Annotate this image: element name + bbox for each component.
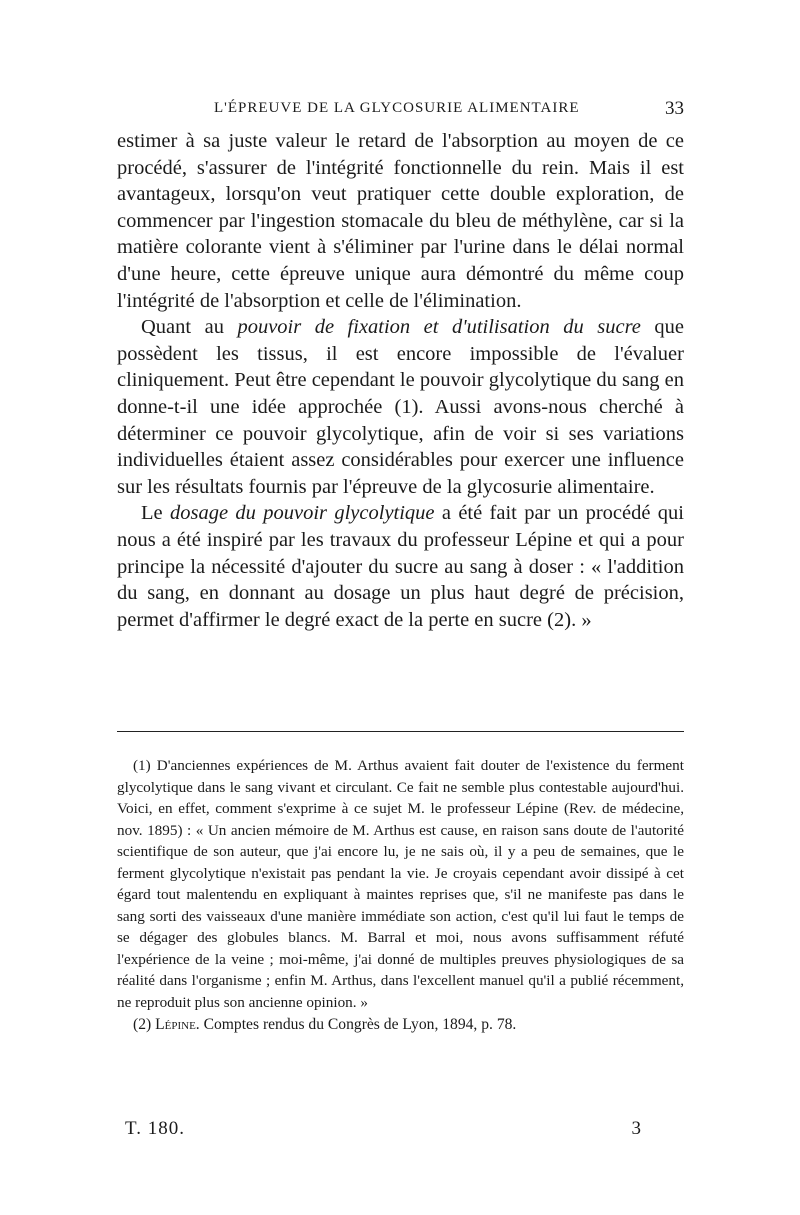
paragraph-2-rest: que possèdent les tissus, il est encore impossible de l'évaluer cliniquement. Peut être cependant le pouvoir glycolytique du sang en donne-t-il une idée approchée (1). Aussi avons-nous cherché à déterminer ce pouvoir glycolytique, afin de voir si ses variations individuelles étaient assez considérables pour exercer une influence sur les résultats fournis par l'épreuve de la glycosurie alimentaire.: [117, 316, 685, 498]
running-header: [117, 100, 684, 122]
paragraph-3-lead: Le: [141, 502, 170, 525]
running-title: L'ÉPREUVE DE LA GLYCOSURIE ALIMENTAIRE: [214, 100, 580, 116]
paragraph-2: [117, 314, 684, 500]
footnote-separator: [117, 731, 684, 732]
paragraph-3: [117, 500, 684, 633]
page-number: 33: [665, 98, 684, 119]
main-text: [117, 128, 684, 633]
footnote-2: [117, 1014, 684, 1036]
paragraph-2-emphasis: pouvoir de fixation et d'utilisation du sucre: [237, 316, 641, 339]
paragraph-2-lead: Quant au: [141, 316, 238, 339]
footnote-1: (1) D'anciennes expériences de M. Arthus avaient fait douter de l'existence du ferment glycolytique dans le sang vivant et circulant. Ce fait ne semble plus contestable aujourd'hui. Voici, en effet, comment s'exprime à ce sujet M. le professeur Lépine (Rev. de médecine, nov. 1895) : « Un ancien mémoire de M. Arthus est cause, en raison sans doute de l'autorité scientifique de son auteur, que j'ai encore lu, je ne sais où, il y a peu de semaines, que le ferment glycolytique n'existait pas pendant la vie. Je croyais cependant avoir dissipé à cet égard tout malentendu en expliquant à maintes reprises que, s'il ne manifeste pas dans le sang sorti des vaisseaux d'une manière immédiate son action, c'est qu'il lui faut le temps de se dégager des globules blancs. M. Barral et moi, nous avons suffisamment réfuté l'expérience de la veine ; moi-même, j'ai donné de multiples preuves physiologiques de sa réalité dans l'organisme ; enfin M. Arthus, dans l'excellent manuel qu'il a publié récemment, ne reproduit plus son ancienne opinion. »: [117, 757, 684, 1011]
footnotes: [117, 755, 684, 1036]
footnote-2-number: (2): [133, 1016, 156, 1033]
footnote-2-author: Lépine: [155, 1016, 196, 1033]
paragraph-3-emphasis: dosage du pouvoir glycolytique: [169, 502, 435, 525]
paragraph-3-rest: a été fait par un procédé qui nous a été inspiré par les travaux du professeur Lépine et qui a pour principe la nécessité d'ajouter du sucre au sang à doser : « l'addition du sang, en donnant au dosage un plus haut degré de précision, permet d'affirmer le degré exact de la perte en sucre (2). »: [117, 502, 684, 631]
footnote-2-text: . Comptes rendus du Congrès de Lyon, 1894, p. 78.: [195, 1016, 517, 1033]
signature-volume: T. 180.: [125, 1118, 185, 1139]
signature-sheet: 3: [631, 1118, 641, 1139]
paragraph-1: estimer à sa juste valeur le retard de l'absorption au moyen de ce procédé, s'assurer de l'intégrité fonctionnelle du rein. Mais il est avantageux, lorsqu'on veut pratiquer cette double exploration, de commencer par l'ingestion stomacale du bleu de méthylène, car si la matière colorante vient à s'éliminer par l'urine dans le délai normal d'une heure, cette épreuve unique aura démontré du même coup l'intégrité de l'absorption et celle de l'élimination.: [117, 130, 684, 312]
signature-line: [117, 1118, 647, 1142]
